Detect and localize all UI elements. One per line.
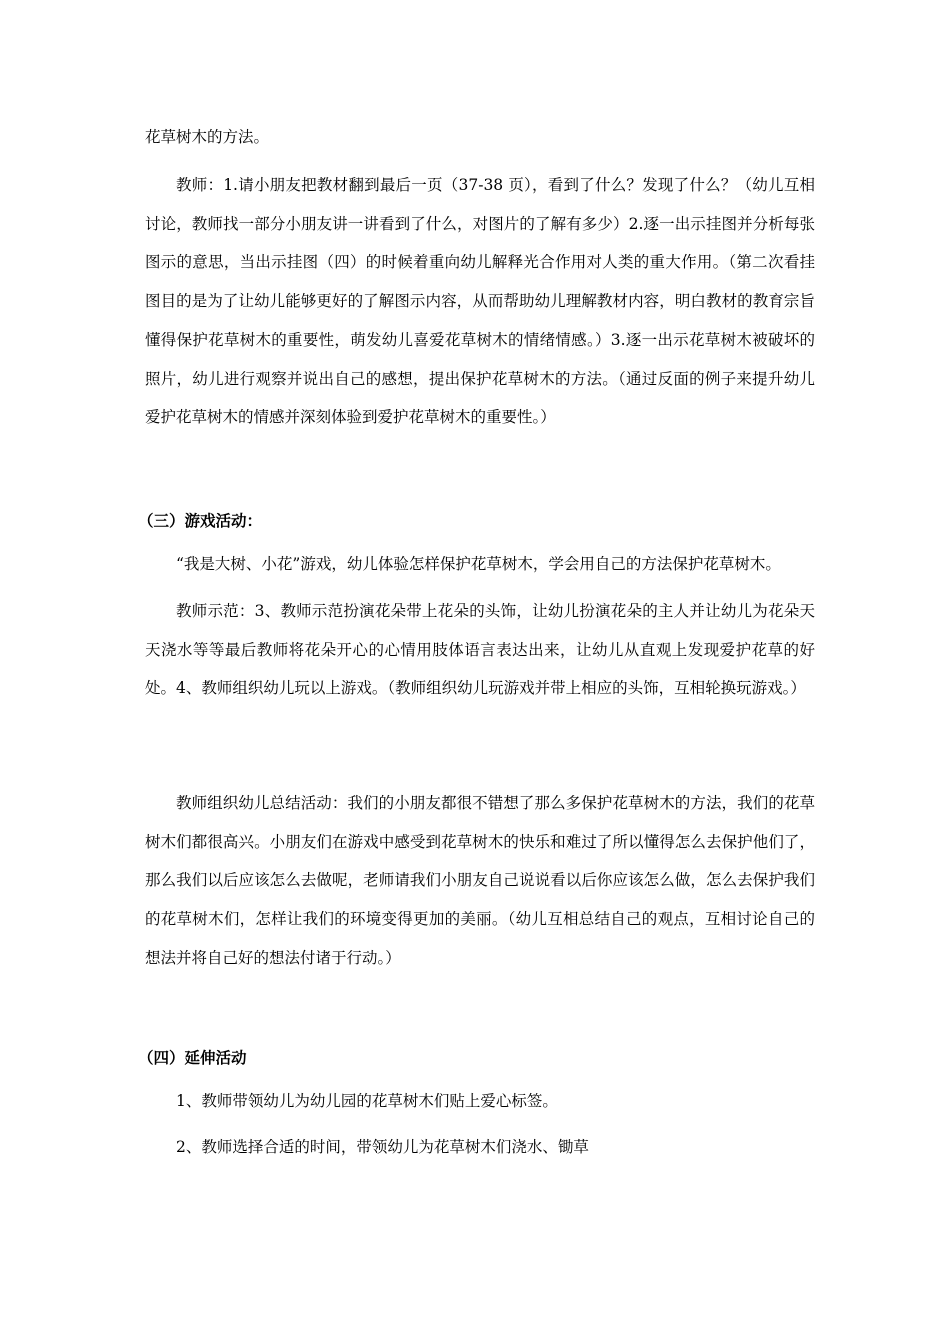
heading-extension-activity: （四）延伸活动 [138,1049,247,1067]
paragraph-summary: 教师组织幼儿总结活动：我们的小朋友都很不错想了那么多保护花草树木的方法，我们的花草树木们都很高兴。小朋友们在游戏中感受到花草树木的快乐和难过了所以懂得怎么去保护他们了，那么我们以后应该怎么去做呢，老师请我们小朋友自己说说看以后你应该怎么做，怎么去保护我们的花草树木们，怎样让我们的环境变得更加的美丽。（幼儿互相总结自己的观点，互相讨论自己的想法并将自己好的想法付诸于行动。） [145,794,815,967]
paragraph-teacher-demo: 教师示范：3、教师示范扮演花朵带上花朵的头饰，让幼儿扮演花朵的主人并让幼儿为花朵天天浇水等等最后教师将花朵开心的心情用肢体语言表达出来，让幼儿从直观上发现爱护花草的好处。4、教师组织幼儿玩以上游戏。（教师组织幼儿玩游戏并带上相应的头饰，互相轮换玩游戏。） [145,602,815,698]
list-item-1: 1、教师带领幼儿为幼儿园的花草树木们贴上爱心标签。 [176,1092,558,1110]
paragraph-continuation: 花草树木的方法。 [145,128,270,146]
list-item-2: 2、教师选择合适的时间，带领幼儿为花草树木们浇水、锄草 [176,1138,589,1156]
paragraph-game-intro: “我是大树、小花”游戏，幼儿体验怎样保护花草树木，学会用自己的方法保护花草树木。 [176,555,781,573]
paragraph-teacher-activity: 教师：1.请小朋友把教材翻到最后一页（37-38 页），看到了什么？发现了什么？（幼儿互相讨论，教师找一部分小朋友讲一讲看到了什么，对图片的了解有多少）2.逐一出示挂图并分析每张图示的意思，当出示挂图（四）的时候着重向幼儿解释光合作用对人类的重大作用。（第二次看挂图目的是为了让幼儿能够更好的了解图示内容，从而帮助幼儿理解教材内容，明白教材的教育宗旨懂得保护花草树木的重要性，萌发幼儿喜爱花草树木的情绪情感。）3.逐一出示花草树木被破坏的照片，幼儿进行观察并说出自己的感想，提出保护花草树木的方法。（通过反面的例子来提升幼儿爱护花草树木的情感并深刻体验到爱护花草树木的重要性。） [145,176,815,427]
heading-game-activity: （三）游戏活动： [138,512,263,530]
